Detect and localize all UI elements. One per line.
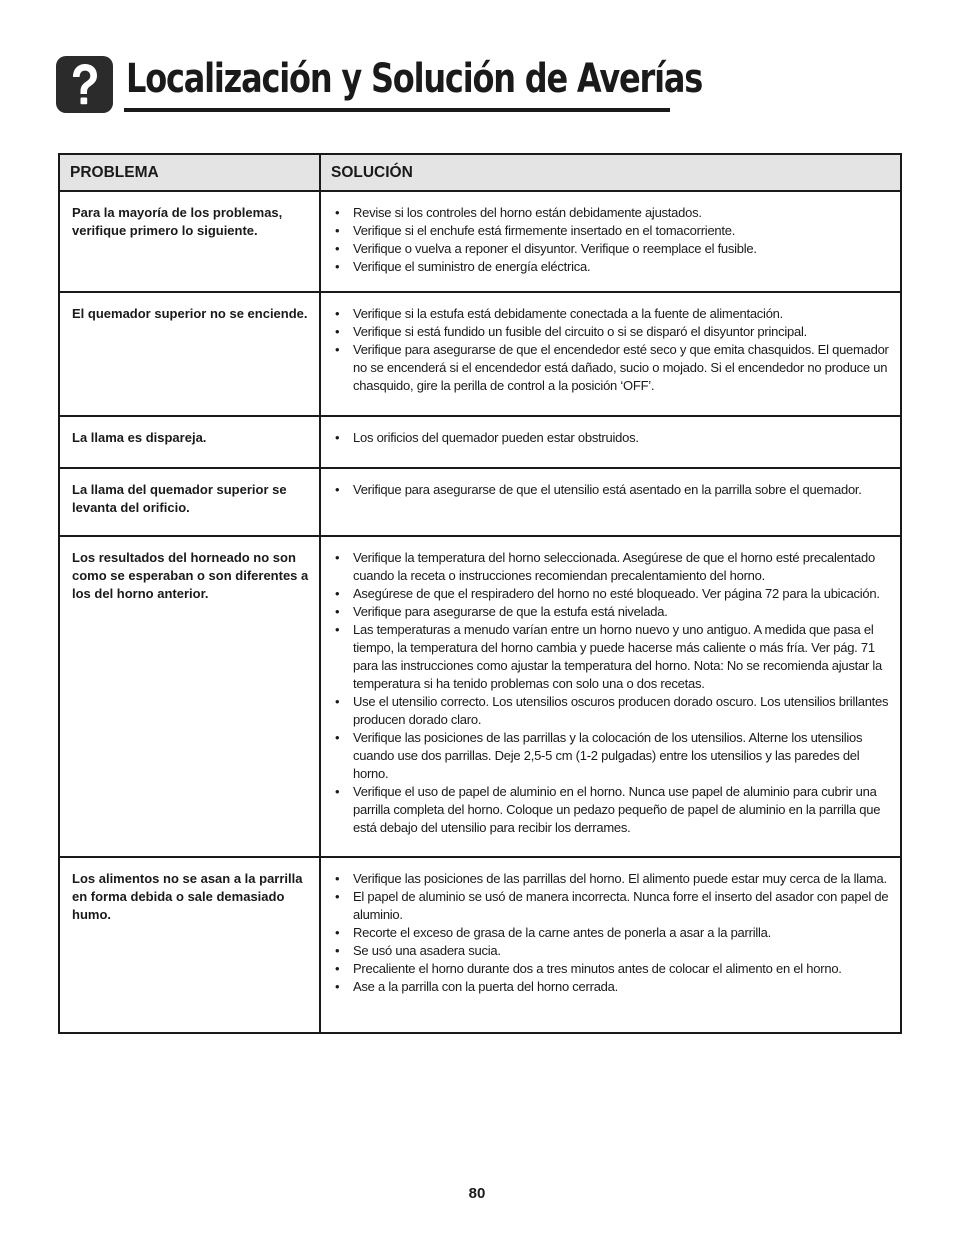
- solution-item: • Los orificios del quemador pueden estar obstruidos.: [331, 429, 892, 447]
- solution-column-header: SOLUCIÓN: [320, 154, 901, 191]
- solution-item: • Se usó una asadera sucia.: [331, 942, 892, 960]
- problem-column-header: PROBLEMA: [59, 154, 320, 191]
- solution-item: • Verifique para asegurarse de que el utensilio está asentado en la parrilla sobre el quemador.: [331, 481, 892, 499]
- solution-item: • Verifique las posiciones de las parrillas y la colocación de los utensilios. Alterne los utensilios cuando use dos parrillas. Deje 2,5-5 cm (1-2 pulgadas) entre los utensilios y las paredes del horno.: [331, 729, 892, 783]
- solution-item: • Verifique o vuelva a reponer el disyuntor. Verifique o reemplace el fusible.: [331, 240, 892, 258]
- solution-list: [331, 204, 892, 276]
- solution-item: • Verifique para asegurarse de que el encendedor esté seco y que emita chasquidos. El quemador no se encenderá si el encendedor está dañado, sucio o mojado. Si el encendedor no produce un chasquido, gire la perilla de control a la posición ‘OFF’.: [331, 341, 892, 395]
- problem-cell: El quemador superior no se enciende.: [59, 292, 320, 416]
- solution-list: [331, 870, 892, 996]
- solution-list: [331, 481, 892, 499]
- problem-cell: Los resultados del horneado no son como se esperaban o son diferentes a los del horno anterior.: [59, 536, 320, 857]
- solution-item: • Verifique si está fundido un fusible del circuito o si se disparó el disyuntor principal.: [331, 323, 892, 341]
- solution-item: • Ase a la parrilla con la puerta del horno cerrada.: [331, 978, 892, 996]
- table-row: [59, 292, 901, 416]
- solution-item: • Las temperaturas a menudo varían entre un horno nuevo y uno antiguo. A medida que pasa el tiempo, la temperatura del horno cambia y puede hacerse más caliente o más fría. Ver pág. 71 para las instrucciones como ajustar la temperatura del horno. Nota: No se recomienda ajustar la temperatura si ha tenido problemas con solo una o dos recetas.: [331, 621, 892, 693]
- solution-item: • El papel de aluminio se usó de manera incorrecta. Nunca forre el inserto del asador con papel de aluminio.: [331, 888, 892, 924]
- problem-cell: Los alimentos no se asan a la parrilla en forma debida o sale demasiado humo.: [59, 857, 320, 1033]
- solution-item: • Asegúrese de que el respiradero del horno no esté bloqueado. Ver página 72 para la ubicación.: [331, 585, 892, 603]
- solution-item: • Verifique si la estufa está debidamente conectada a la fuente de alimentación.: [331, 305, 892, 323]
- problem-cell: La llama es dispareja.: [59, 416, 320, 468]
- solution-list: [331, 429, 892, 447]
- solution-item: • Use el utensilio correcto. Los utensilios oscuros producen dorado oscuro. Los utensilios brillantes producen dorado claro.: [331, 693, 892, 729]
- solution-item: • Verifique la temperatura del horno seleccionada. Asegúrese de que el horno esté precalentado cuando la receta o instrucciones recomiendan precalentamiento del horno.: [331, 549, 892, 585]
- problem-cell: La llama del quemador superior se levanta del orificio.: [59, 468, 320, 536]
- solution-item: • Verifique si el enchufe está firmemente insertado en el tomacorriente.: [331, 222, 892, 240]
- solution-list: [331, 549, 892, 837]
- solution-item: • Recorte el exceso de grasa de la carne antes de ponerla a asar a la parrilla.: [331, 924, 892, 942]
- solution-list: [331, 305, 892, 395]
- solution-cell: [320, 536, 901, 857]
- solution-cell: [320, 416, 901, 468]
- table-row: [59, 857, 901, 1033]
- page-title: Localización y Solución de Averías: [126, 56, 703, 102]
- table-row: [59, 468, 901, 536]
- solution-item: • Verifique para asegurarse de que la estufa está nivelada.: [331, 603, 892, 621]
- table-row: [59, 416, 901, 468]
- solution-cell: [320, 857, 901, 1033]
- solution-item: • Verifique el suministro de energía eléctrica.: [331, 258, 892, 276]
- solution-cell: [320, 292, 901, 416]
- table-header-row: [59, 154, 901, 191]
- table-row: [59, 191, 901, 292]
- solution-cell: [320, 468, 901, 536]
- troubleshooting-table: [58, 153, 902, 1034]
- page-number: 80: [468, 1185, 486, 1202]
- title-underline: [124, 108, 670, 112]
- problem-cell: Para la mayoría de los problemas, verifique primero lo siguiente.: [59, 191, 320, 292]
- solution-item: • Revise si los controles del horno están debidamente ajustados.: [331, 204, 892, 222]
- question-mark-icon: [56, 56, 113, 113]
- solution-cell: [320, 191, 901, 292]
- table-row: [59, 536, 901, 857]
- solution-item: • Precaliente el horno durante dos a tres minutos antes de colocar el alimento en el horno.: [331, 960, 892, 978]
- solution-item: • Verifique el uso de papel de aluminio en el horno. Nunca use papel de aluminio para cubrir una parrilla completa del horno. Coloque un pedazo pequeño de papel de aluminio en la parrilla que está debajo del utensilio para recibir los derrames.: [331, 783, 892, 837]
- solution-item: • Verifique las posiciones de las parrillas del horno. El alimento puede estar muy cerca de la llama.: [331, 870, 892, 888]
